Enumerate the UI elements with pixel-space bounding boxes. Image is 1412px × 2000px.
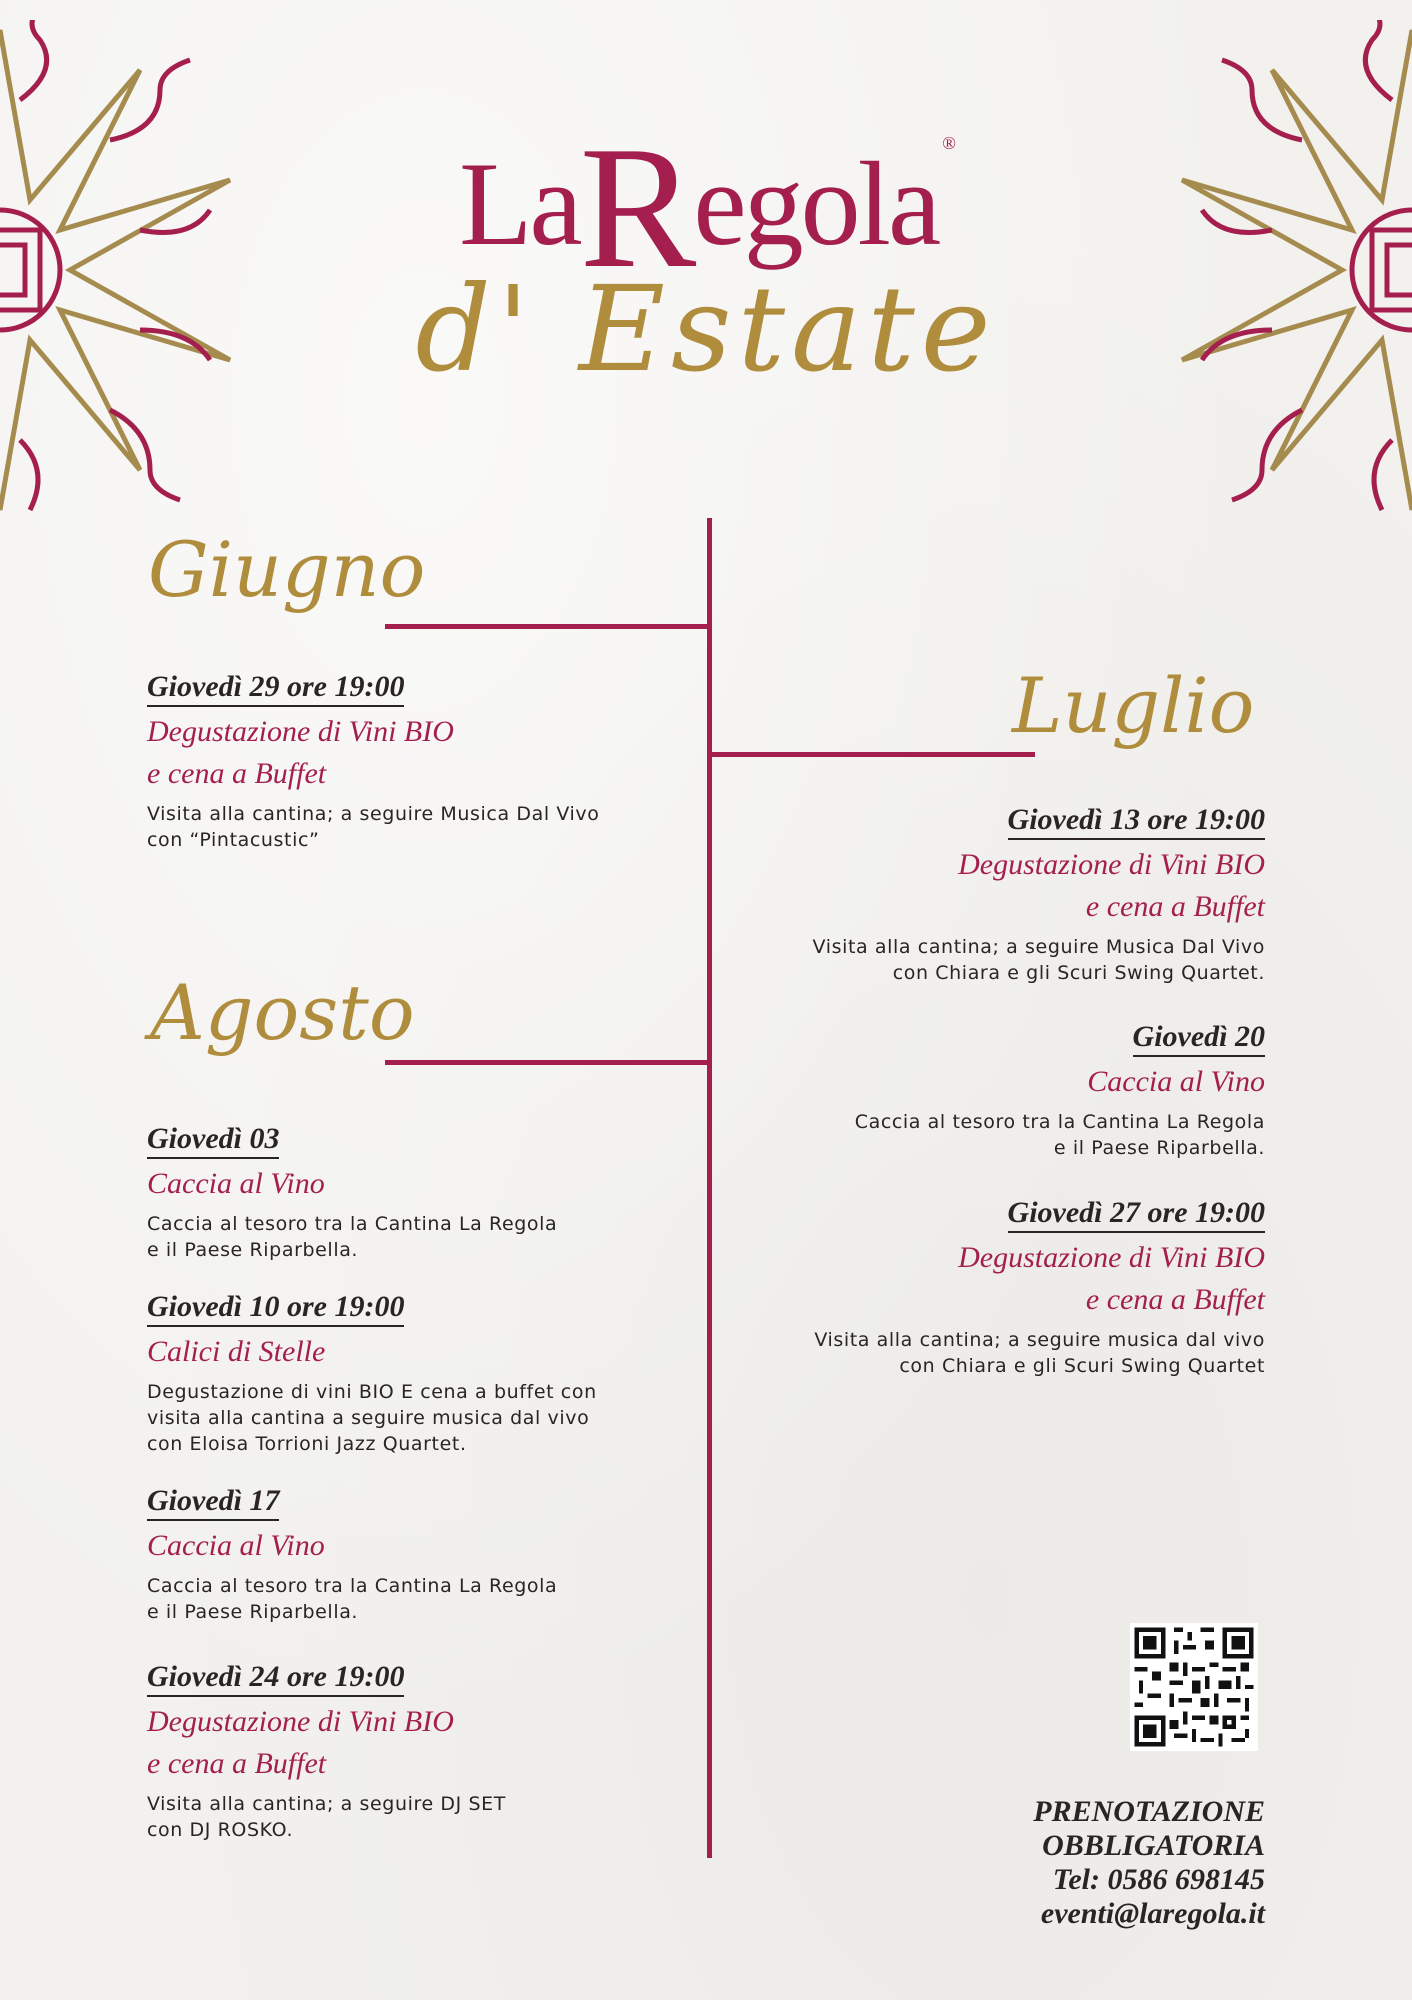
event-description: Visita alla cantina; a seguire Musica Dal Vivo con Chiara e gli Scuri Swing Quartet. — [812, 936, 1265, 984]
event-july-13 — [705, 803, 1265, 986]
logo-suffix: egola — [693, 137, 939, 270]
event-date: Giovedì 27 ore 19:00 — [1008, 1196, 1265, 1233]
event-date: Giovedì 24 ore 19:00 — [147, 1660, 404, 1697]
event-date: Giovedì 03 — [147, 1122, 279, 1159]
event-date: Giovedì 20 — [1133, 1020, 1265, 1057]
event-description: Visita alla cantina; a seguire DJ SET con DJ ROSKO. — [147, 1793, 506, 1841]
event-title: Degustazione di Vini BIO e cena a Buffet — [147, 1705, 454, 1780]
event-title: Caccia al Vino — [147, 1529, 325, 1562]
timeline-vertical-line — [707, 518, 712, 1858]
event-description: Degustazione di vini BIO E cena a buffet con visita alla cantina a seguire musica dal vivo con Eloisa Torrioni Jazz Quartet. — [147, 1381, 597, 1455]
event-august-17 — [147, 1484, 707, 1625]
logo-initial: R — [579, 110, 694, 304]
event-june-29 — [147, 670, 707, 853]
event-description: Visita alla cantina; a seguire Musica Dal Vivo con “Pintacustic” — [147, 803, 600, 851]
booking-line-1: PRENOTAZIONE — [1033, 1795, 1265, 1828]
event-description: Caccia al tesoro tra la Cantina La Regola e il Paese Riparbella. — [147, 1213, 558, 1261]
month-heading-july: Luglio — [1012, 661, 1255, 750]
event-july-20 — [705, 1020, 1265, 1161]
email-link[interactable]: eventi@laregola.it — [1040, 1897, 1265, 1930]
phone-number[interactable]: Tel: 0586 698145 — [1052, 1863, 1265, 1896]
event-august-03 — [147, 1122, 707, 1263]
event-date: Giovedì 17 — [147, 1484, 279, 1521]
registered-mark: ® — [942, 133, 953, 153]
event-title: Caccia al Vino — [1087, 1065, 1265, 1098]
event-august-10 — [147, 1290, 707, 1457]
qr-code-icon[interactable] — [1130, 1623, 1258, 1751]
event-description: Caccia al tesoro tra la Cantina La Regola e il Paese Riparbella. — [147, 1575, 558, 1623]
event-date: Giovedì 13 ore 19:00 — [1008, 803, 1265, 840]
logo-prefix: La — [459, 137, 580, 270]
event-title: Degustazione di Vini BIO e cena a Buffet — [958, 848, 1265, 923]
month-heading-august: Agosto — [150, 968, 415, 1057]
event-title: Calici di Stelle — [147, 1335, 326, 1368]
event-description: Visita alla cantina; a seguire musica dal vivo con Chiara e gli Scuri Swing Quartet — [814, 1329, 1265, 1377]
timeline-branch-august — [385, 1060, 710, 1065]
booking-info — [1033, 1795, 1265, 1931]
event-title: Caccia al Vino — [147, 1167, 325, 1200]
timeline-branch-june — [385, 624, 710, 629]
event-date: Giovedì 29 ore 19:00 — [147, 670, 404, 707]
timeline-branch-july — [709, 752, 1035, 757]
month-heading-june: Giugno — [148, 525, 426, 614]
event-description: Caccia al tesoro tra la Cantina La Regola e il Paese Riparbella. — [854, 1111, 1265, 1159]
event-july-27 — [705, 1196, 1265, 1379]
brand-logo — [0, 98, 1412, 304]
event-date: Giovedì 10 ore 19:00 — [147, 1290, 404, 1327]
page-subtitle: d' Estate — [415, 260, 997, 398]
event-august-24 — [147, 1660, 707, 1843]
event-title: Degustazione di Vini BIO e cena a Buffet — [147, 715, 454, 790]
booking-line-2: OBBLIGATORIA — [1042, 1829, 1265, 1862]
event-title: Degustazione di Vini BIO e cena a Buffet — [958, 1241, 1265, 1316]
